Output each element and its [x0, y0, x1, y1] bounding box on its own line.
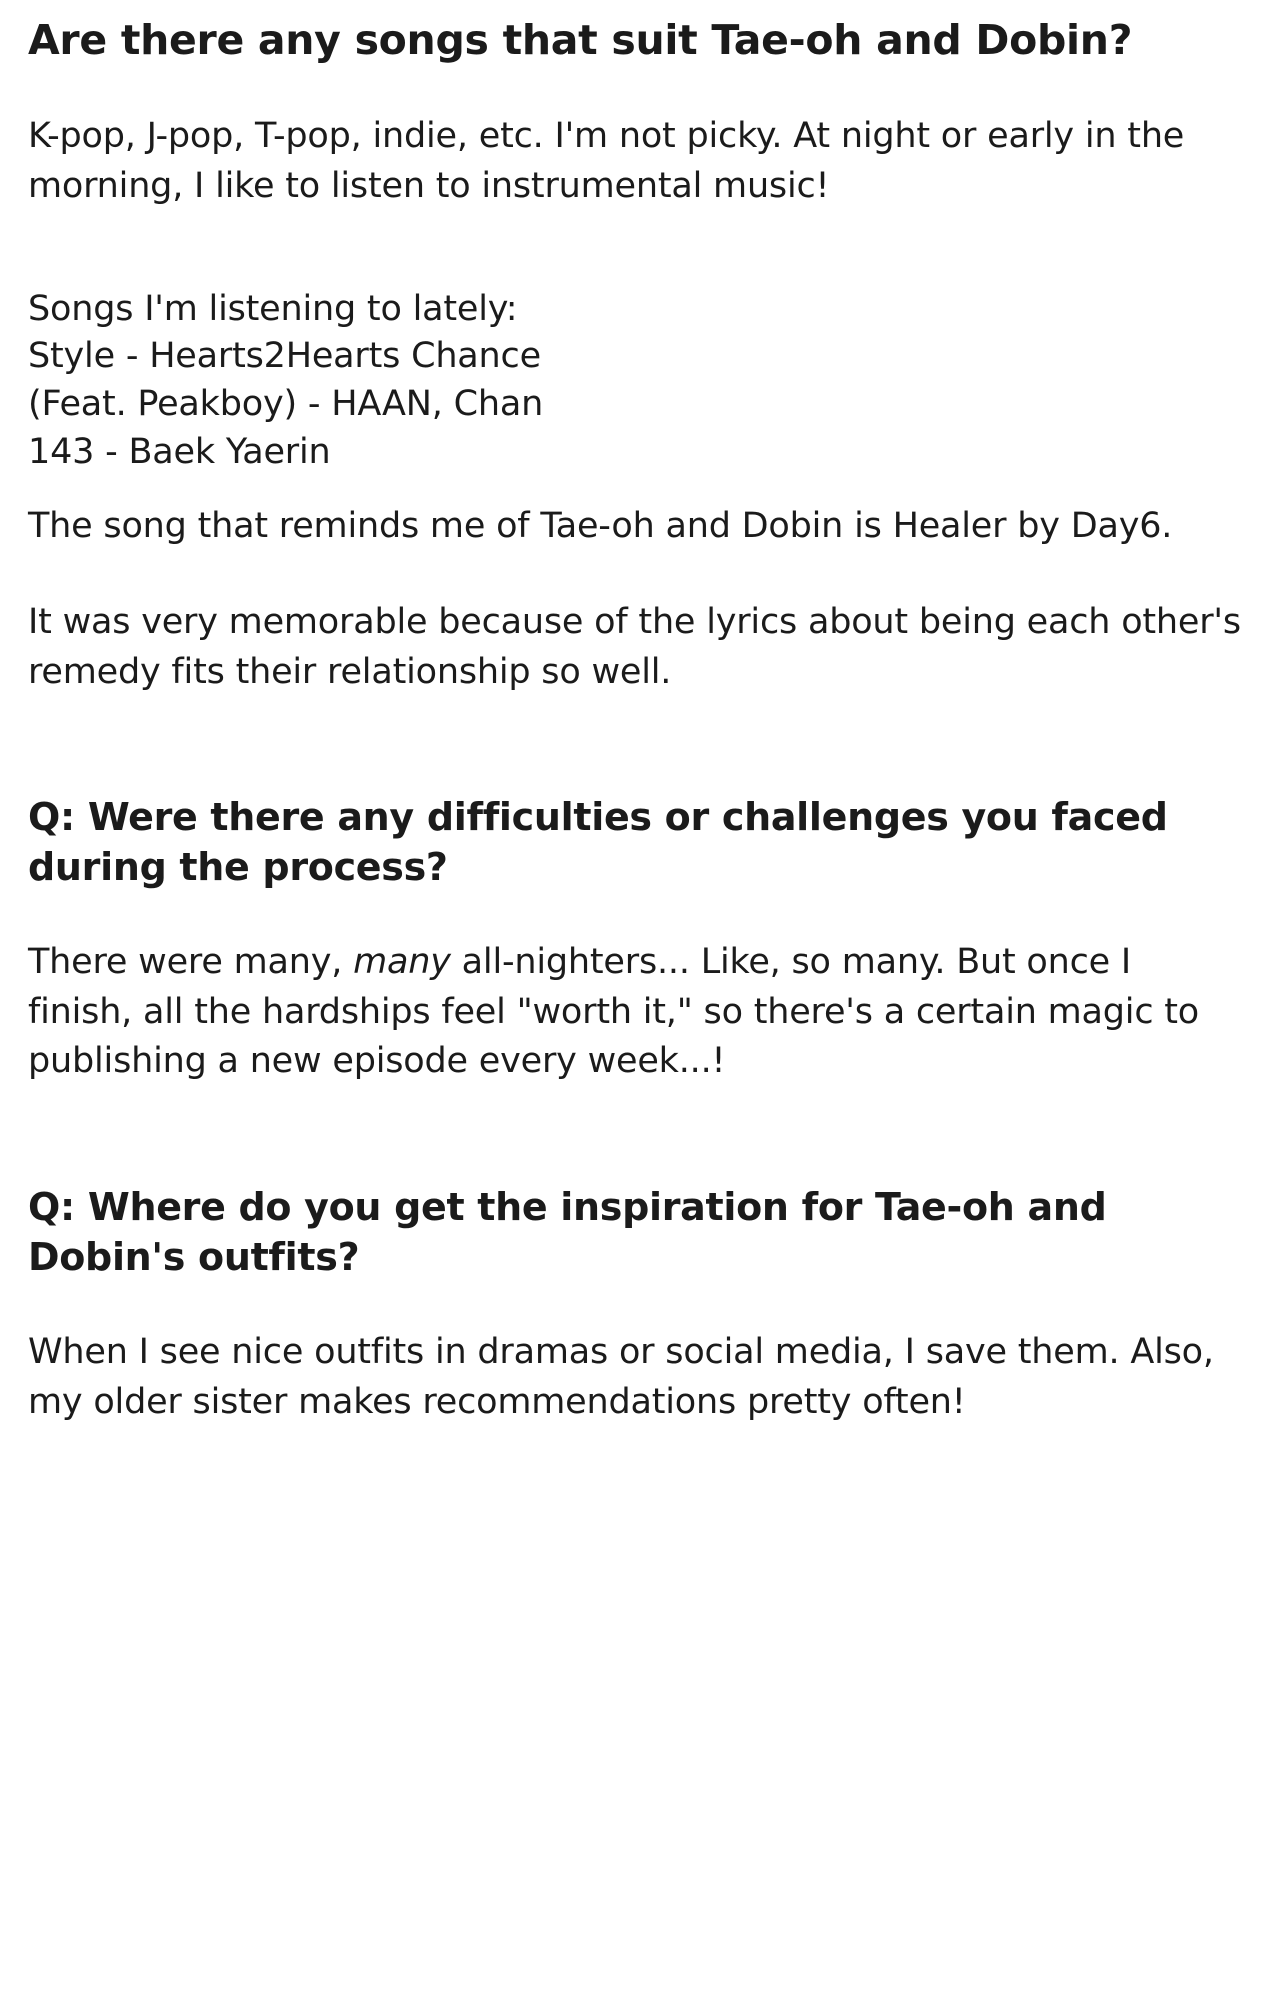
question-2-answer: [28, 938, 1246, 1087]
spacer: [28, 1087, 1246, 1183]
spacer: [28, 552, 1246, 598]
spacer: [28, 476, 1246, 502]
question-2-answer-part1: There were many,: [28, 942, 354, 983]
question-1-answer-intro: K-pop, J-pop, T-pop, indie, etc. I'm not picky. At night or early in the morning, I like to listen to instrumental music!: [28, 116, 1185, 207]
spacer: [28, 212, 1246, 286]
question-2-answer-emphasis: many: [353, 942, 451, 983]
song-list-item: 143 - Baek Yaerin: [28, 431, 331, 472]
question-3-heading: Q: Where do you get the inspiration for Tae-oh and Dobin's outfits?: [28, 1185, 1107, 1279]
spacer: [28, 697, 1246, 793]
question-1-heading: Are there any songs that suit Tae-oh and Dobin?: [28, 16, 1133, 64]
song-list-label: Songs I'm listening to lately:: [28, 288, 518, 329]
song-list-item: (Feat. Peakboy) - HAAN, Chan: [28, 384, 544, 425]
question-1-answer-memorable: It was very memorable because of the lyrics about being each other's remedy fits their relationship so well.: [28, 601, 1241, 692]
song-list: [28, 286, 1246, 476]
question-3-answer: When I see nice outfits in dramas or social media, I save them. Also, my older sister makes recommendations pretty often!: [28, 1331, 1214, 1422]
question-2-answer-part2: all-nighters... Like, so many. But once I finish, all the hardships feel "worth it," so there's a certain magic to publishing a new episode every week...!: [28, 942, 1200, 1082]
spacer: [28, 892, 1246, 938]
spacer: [28, 66, 1246, 112]
question-1-answer-reminds: The song that reminds me of Tae-oh and Dobin is Healer by Day6.: [28, 506, 1173, 547]
song-list-item: Style - Hearts2Hearts Chance: [28, 336, 541, 377]
question-2-heading: Q: Were there any difficulties or challenges you faced during the process?: [28, 795, 1168, 889]
spacer: [28, 1282, 1246, 1328]
